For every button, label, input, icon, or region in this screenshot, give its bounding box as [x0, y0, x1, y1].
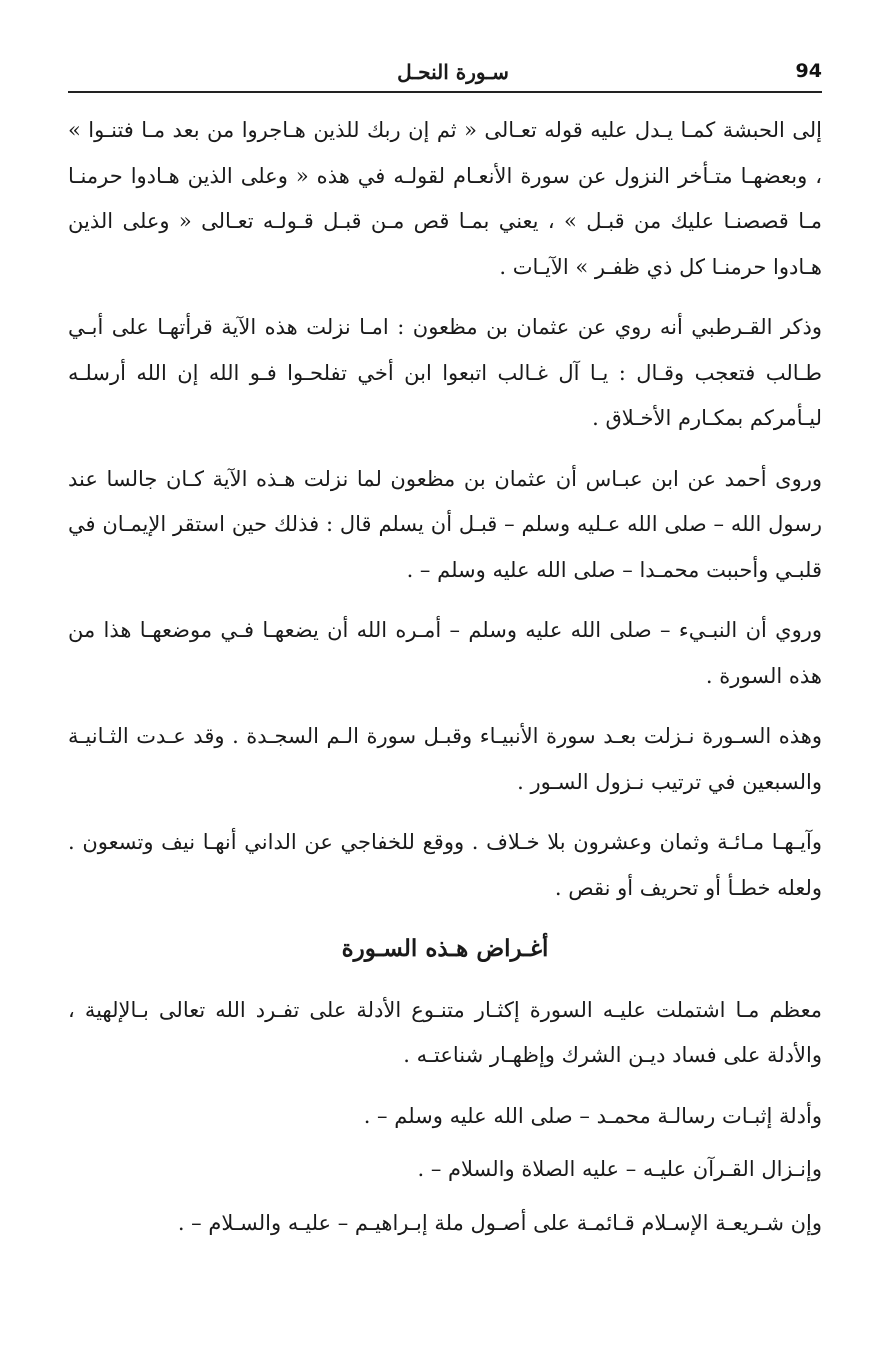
main-text	[68, 108, 822, 1254]
page-header	[68, 58, 822, 92]
paragraph: وإنـزال القـرآن عليـه – عليه الصلاة والسلام – .	[417, 1157, 822, 1181]
paragraph: معظم مـا اشتملت عليـه السورة إكثـار متنـوع الأدلة على تفـرد الله تعالى بـالإلهية ، والأدلة على فساد ديـن الشرك وإظهـار شناعتـه .	[68, 997, 822, 1067]
header-rule	[68, 91, 822, 93]
paragraph: وآيـهـا مـائـة وثمان وعشرون بلا خـلاف . ووقع للخفاجي عن الداني أنهـا نيف وتسعون . ولعله خطـأ أو تحريف أو نقص .	[68, 830, 822, 900]
paragraph: وإن شـريعـة الإسـلام قـائمـة على أصـول ملة إبـراهيـم – عليـه والسـلام – .	[177, 1210, 822, 1235]
paragraph: وروي أن النبـيء – صلى الله عليه وسلم – أمـره الله أن يضعهـا فـي موضعهـا هذا من هذه السورة .	[68, 618, 822, 688]
paragraph: وأدلة إثبـات رسالـة محمـد – صلى الله عليه وسلم – .	[363, 1103, 822, 1128]
section-heading: أغـراض هـذه السـورة	[341, 935, 549, 962]
paragraph: وهذه السـورة نـزلت بعـد سورة الأنبيـاء وقبـل سورة الـم السجـدة . وقد عـدت الثـانيـة والسبعين في ترتيب نـزول السـور .	[68, 724, 822, 794]
page-number: 94	[795, 60, 822, 82]
paragraph: إلى الحبشة كمـا يـدل عليه قوله تعـالى « ثم إن ربك للذين هـاجروا من بعد مـا فتنـوا » ، وبعضهـا متـأخر النزول عن سورة الأنعـام لقولـه في هذه « وعلى الذين هـادوا حرمنـا مـا قصصنـا عليك من قبـل » ، يعني بمـا قص مـن قبـل قـولـه تعـالى « وعلى الذين هـادوا حرمنـا كل ذي ظفـر » الآيـات .	[68, 118, 822, 279]
paragraph: وذكر القـرطبي أنه روي عن عثمان بن مظعون : امـا نزلت هذه الآية قرأتهـا على أبـي طـالب فتعجب وقـال : يـا آل غـالب اتبعوا ابن أخي تفلحـوا فـو الله إن الله أرسلـه ليـأمركم بمكـارم الأخـلاق .	[68, 315, 822, 430]
running-title: سـورة النحـل	[397, 60, 509, 84]
paragraph: وروى أحمد عن ابن عبـاس أن عثمان بن مظعون لما نزلت هـذه الآية كـان جالسا عند رسول الله – صلى الله عـليه وسلم – قبـل أن يسلم قال : فذلك حين استقر الإيمـان في قلبـي وأحببت محمـدا – صلى الله عليه وسلم – .	[68, 466, 822, 582]
